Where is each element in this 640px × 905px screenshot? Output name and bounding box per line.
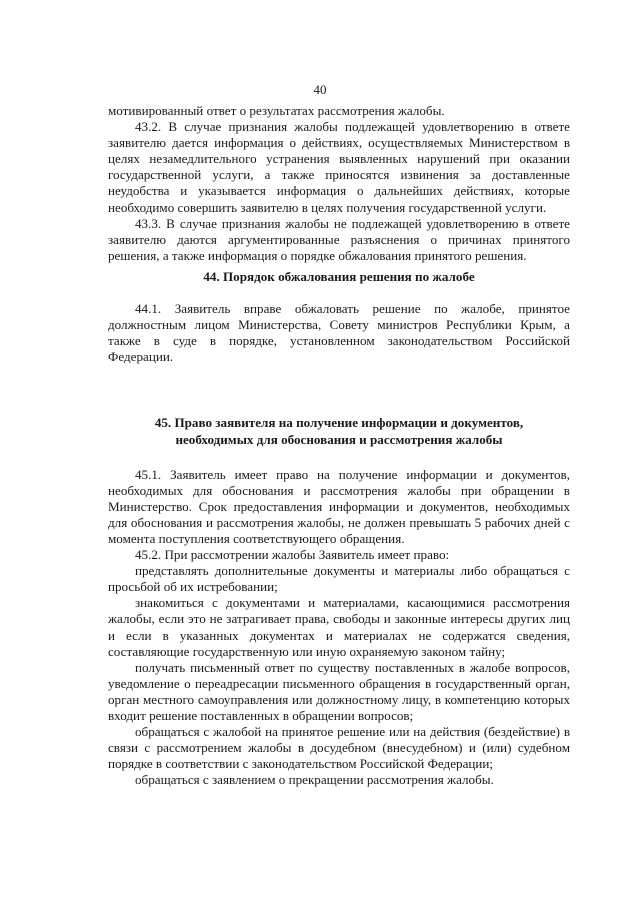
paragraph-44-1: 44.1. Заявитель вправе обжаловать решение по жалобе, принятое должностным лицом Министерства, Совету министров Республики Крым, а также в суде в порядке, установленном законодательством Российской Федерации.	[108, 301, 570, 365]
section-heading-45-line-1: 45. Право заявителя на получение информации и документов,	[154, 415, 524, 431]
paragraph-43-2: 43.2. В случае признания жалобы подлежащей удовлетворению в ответе заявителю дается информация о действиях, осуществляемых Министерством в целях незамедлительного устранения выявленных нарушений при оказании государственной услуги, а также приносятся извинения за доставленные неудобства и указывается информация о дальнейших действиях, которые необходимо совершить заявителю в целях получения государственной услуги.	[108, 119, 570, 215]
list-item-present-documents: представлять дополнительные документы и материалы либо обращаться с просьбой об их истребовании;	[108, 563, 570, 595]
paragraph-43-3: 43.3. В случае признания жалобы не подлежащей удовлетворению в ответе заявителю даются аргументированные разъяснения о причинах принятого решения, а также информация о порядке обжалования принятого решения.	[108, 215, 570, 263]
section-heading-45-line-2: необходимых для обоснования и рассмотрения жалобы	[175, 431, 503, 447]
paragraph-45-2: 45.2. При рассмотрении жалобы Заявитель имеет право:	[135, 547, 450, 563]
list-item-receive-answer: получать письменный ответ по существу поставленных в жалобе вопросов, уведомление о переадресации письменного обращения в государственный орган, орган местного самоуправления или должностному лицу, в компетенцию которых входит решение поставленных в обращении вопросов;	[108, 659, 570, 723]
document-body	[108, 103, 570, 788]
page-number: 40	[313, 82, 327, 97]
list-item-appeal-decision: обращаться с жалобой на принятое решение или на действия (бездействие) в связи с рассмотрением жалобы в досудебном (внесудебном) и (или) судебном порядке в соответствии с законодательством Российской Федерации;	[108, 724, 570, 772]
section-heading-45	[108, 415, 570, 447]
list-item-review-materials: знакомиться с документами и материалами, касающимися рассмотрения жалобы, если это не затрагивает права, свободы и законные интересы других лиц и если в указанных документах и материалах не содержатся сведения, составляющие государственную или иную охраняемую законом тайну;	[108, 595, 570, 659]
paragraph-45-1: 45.1. Заявитель имеет право на получение информации и документов, необходимых для обоснования и рассмотрения жалобы при обращении в Министерство. Срок предоставления информации и документов, необходимых для обоснования и рассмотрения жалобы, не должен превышать 5 рабочих дней с момента поступления соответствующего обращения.	[108, 466, 570, 546]
list-item-withdraw-complaint: обращаться с заявлением о прекращении рассмотрения жалобы.	[135, 772, 494, 788]
paragraph-continuation: мотивированный ответ о результатах рассмотрения жалобы.	[108, 103, 445, 118]
section-heading-44: 44. Порядок обжалования решения по жалобе	[203, 268, 475, 284]
